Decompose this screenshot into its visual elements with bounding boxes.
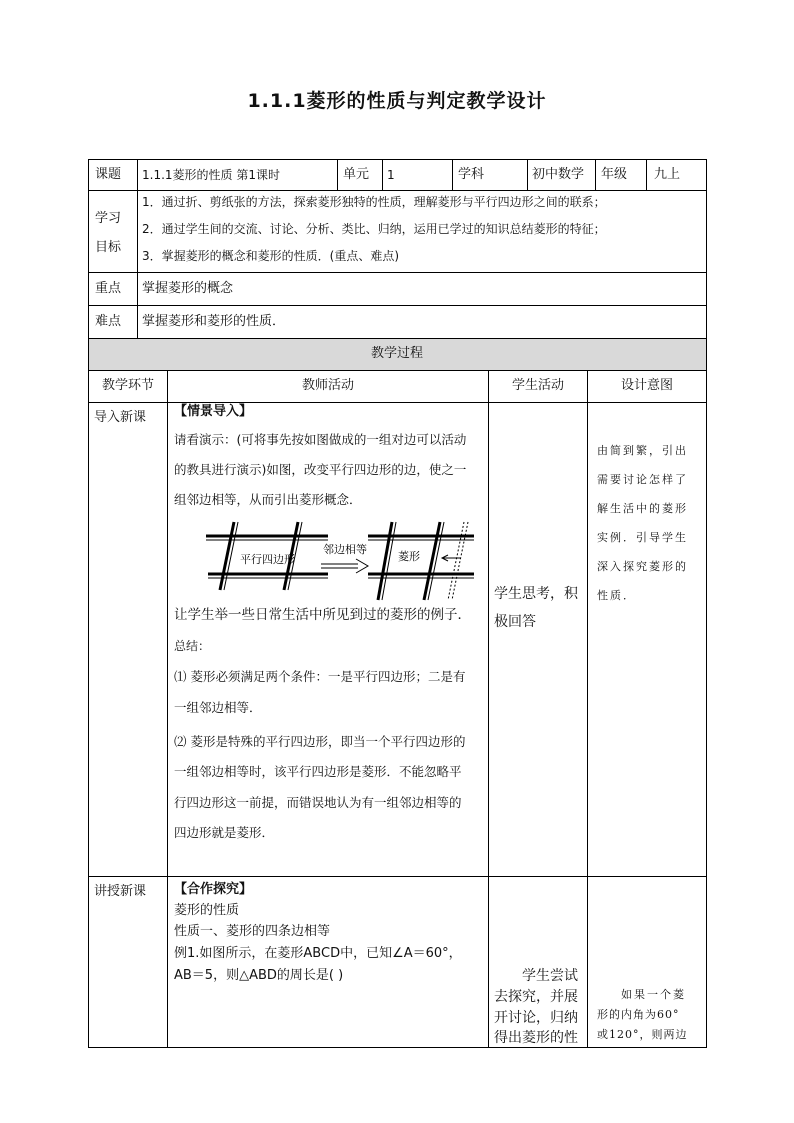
teach-intent-line: 形的内角为60° — [597, 1008, 680, 1021]
table-border-right — [706, 159, 707, 1048]
key-point-label: 重点 — [95, 281, 122, 296]
row-line — [88, 1047, 707, 1048]
teach-line: AB＝5，则△ABD的周长是( ) — [174, 968, 344, 983]
intro-summary-line: ⑵ 菱形是特殊的平行四边形，即当一个平行四边形的 — [174, 734, 466, 749]
goal-item: 1．通过折、剪纸张的方法，探索菱形独特的性质，理解菱形与平行四边形之间的联系； — [142, 195, 606, 209]
unit-label: 单元 — [343, 167, 370, 182]
teach-line: 性质一、菱形的四条边相等 — [174, 924, 331, 939]
key-point-value: 掌握菱形的概念 — [142, 281, 234, 296]
teach-student-line: 开讨论，归纳 — [494, 1010, 578, 1026]
intro-heading: 【情景导入】 — [174, 404, 253, 419]
intro-intent-line: 实例．引导学生 — [597, 531, 688, 544]
intro-stage: 导入新课 — [94, 410, 147, 425]
parallelogram-label: 平行四边形 — [240, 553, 295, 566]
column-header-intent: 设计意图 — [620, 378, 673, 393]
row-line — [88, 190, 707, 191]
column-header-teacher: 教师活动 — [301, 378, 354, 393]
col-line — [337, 159, 338, 191]
table-border-left — [88, 159, 89, 1048]
intro-intent-line: 需要讨论怎样了 — [597, 473, 688, 486]
goal-item: 2．通过学生间的交流、讨论、分析、类比、归纳，运用已学过的知识总结菱形的特征； — [142, 222, 606, 236]
col-line — [452, 159, 453, 191]
course-label: 课题 — [95, 167, 122, 182]
col-line — [488, 370, 489, 1048]
col-line — [587, 370, 588, 1048]
page-title: 1.1.1菱形的性质与判定教学设计 — [247, 90, 547, 112]
intro-summary-line: 行四边形这一前提，而错误地认为有一组邻边相等的 — [174, 795, 462, 810]
teach-line: 例1.如图所示，在菱形ABCD中，已知∠A＝60°， — [174, 946, 462, 961]
intro-intent-line: 性质． — [597, 589, 636, 602]
teach-student-line: 得出菱形的性 — [494, 1030, 578, 1046]
parallelogram-to-rhombus-figure — [178, 518, 478, 608]
intro-intent-line: 解生活中的菱形 — [597, 502, 688, 515]
intro-paragraph-line: 组邻边相等，从而引出菱形概念． — [174, 492, 362, 507]
rhombus-figure — [368, 522, 474, 600]
intro-student-line: 学生思考，积 — [494, 586, 578, 602]
intro-paragraph-line: 请看演示：(可将事先按如图做成的一组对边可以活动 — [174, 432, 467, 447]
teach-student-line: 学生尝试 — [522, 968, 578, 984]
grade-label: 年级 — [601, 167, 628, 182]
intro-summary-line: 一组邻边相等时，该平行四边形是菱形．不能忽略平 — [174, 764, 462, 779]
unit-value: 1 — [387, 168, 395, 182]
teach-intent-line: 如果一个菱 — [621, 988, 686, 1001]
col-line — [595, 159, 596, 191]
intro-summary-line: ⑴ 菱形必须满足两个条件：一是平行四边形；二是有 — [174, 669, 466, 684]
grade-value: 九上 — [654, 167, 681, 182]
teach-stage: 讲授新课 — [94, 884, 147, 899]
goals-label-line2: 目标 — [95, 240, 122, 255]
intro-paragraph-line: 的教具进行演示)如图，改变平行四边形的边，使之一 — [174, 462, 467, 477]
arrow-label: 邻边相等 — [323, 543, 367, 556]
row-line — [88, 305, 707, 306]
column-header-student: 学生活动 — [511, 378, 564, 393]
goal-item: 3．掌握菱形的概念和菱形的性质．(重点、难点) — [142, 249, 399, 263]
intro-summary-label: 总结： — [174, 639, 211, 653]
intro-example-line: 让学生举一些日常生活中所见到过的菱形的例子． — [174, 607, 471, 623]
row-line — [88, 876, 707, 877]
difficulty-label: 难点 — [95, 314, 122, 329]
difficulty-value: 掌握菱形和菱形的性质． — [142, 314, 286, 329]
col-line — [646, 159, 647, 191]
course-value: 1.1.1菱形的性质 第1课时 — [142, 168, 280, 182]
col-line — [527, 159, 528, 191]
intro-summary-line: 四边形就是菱形． — [174, 825, 275, 840]
intro-summary-line: 一组邻边相等． — [174, 700, 262, 715]
col-line — [167, 370, 168, 1048]
intro-student-line: 极回答 — [494, 614, 536, 630]
subject-value: 初中数学 — [532, 167, 585, 182]
arrow-icon — [321, 559, 368, 573]
subject-label: 学科 — [458, 167, 485, 182]
rhombus-label: 菱形 — [398, 550, 420, 563]
teach-intent-line: 或120°，则两边 — [597, 1028, 688, 1041]
row-line — [88, 370, 707, 371]
col-line — [382, 159, 383, 191]
col-line — [137, 159, 138, 338]
teach-student-line: 去探究，并展 — [494, 989, 578, 1005]
intro-intent-line: 深入探究菱形的 — [597, 560, 688, 573]
teach-heading: 【合作探究】 — [174, 882, 253, 897]
process-heading: 教学过程 — [370, 346, 423, 361]
teach-line: 菱形的性质 — [174, 903, 240, 918]
intro-intent-line: 由简到繁，引出 — [597, 444, 688, 457]
goals-label-line1: 学习 — [95, 211, 122, 226]
row-line — [88, 159, 707, 160]
row-line — [88, 272, 707, 273]
column-header-stage: 教学环节 — [101, 378, 154, 393]
